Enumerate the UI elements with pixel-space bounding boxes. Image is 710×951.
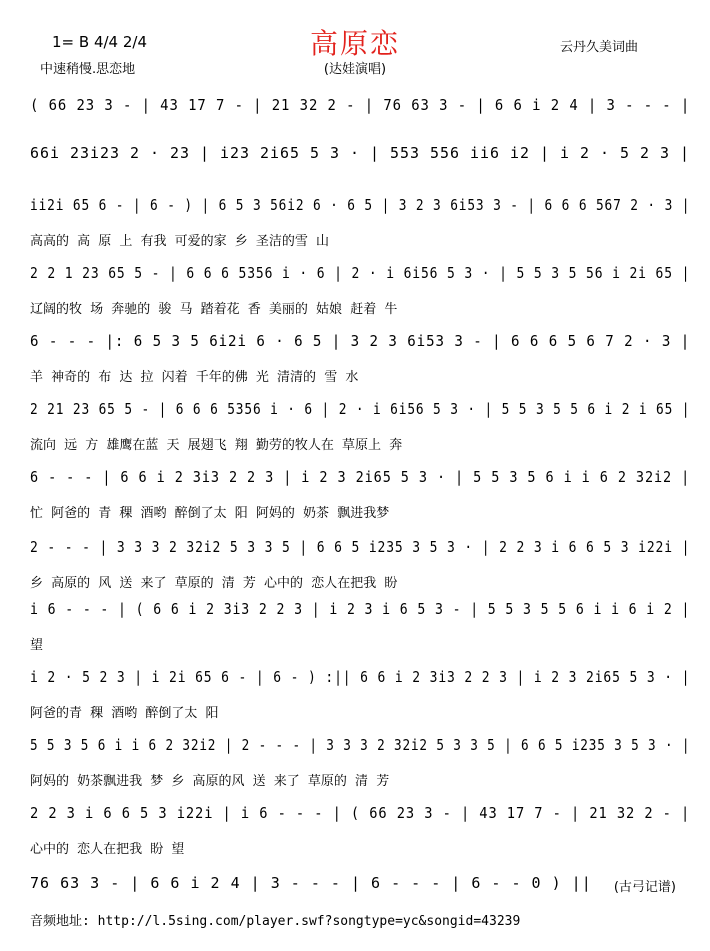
- lyric-line: 乡 高原的 风 送 来了 草原的 清 芳 心中的 恋人在把我 盼: [30, 576, 398, 591]
- lyric-line: 辽阔的牧 场 奔驰的 骏 马 踏着花 香 美丽的 姑娘 赶着 牛: [30, 302, 398, 317]
- notation-line: i 6 - - - | ( 6 6 i 2 3i3 2 2 3 | i 2 3 i 6 5 3 - | 5 5 3 5 5 6 i i 6 i 2 |: [30, 600, 691, 618]
- singer-credit: (达娃演唱): [323, 62, 387, 77]
- notation-line: 5 5 3 5 6 i i 6 2 32i2 | 2 - - - | 3 3 3 2 32i2 5 3 3 5 | 6 6 5 i235 3 5 3 · |: [30, 736, 691, 754]
- lyric-line: 心中的 恋人在把我 盼 望: [30, 842, 185, 857]
- notation-line: 2 2 3 i 6 6 5 3 i22i | i 6 - - - | ( 66 23 3 - | 43 17 7 - | 21 32 2 - |: [30, 804, 691, 822]
- transcriber-credit: (古弓记谱): [613, 880, 676, 895]
- lyricist-composer-credit: 云丹久美词曲: [560, 40, 639, 55]
- lyric-line: 望: [30, 638, 44, 653]
- notation-line: 2 21 23 65 5 - | 6 6 6 5356 i · 6 | 2 · i 6i56 5 3 · | 5 5 3 5 5 6 i 2 i 65 |: [30, 400, 691, 418]
- key-signature: 1= B 4/4 2/4: [52, 33, 147, 51]
- notation-line: 6 - - - |: 6 5 3 5 6i2i 6 · 6 5 | 3 2 3 6i53 3 - | 6 6 6 5 6 7 2 · 3 |: [30, 332, 691, 350]
- audio-url[interactable]: 音频地址: http://l.5sing.com/player.swf?songtype=yc&songid=43239: [30, 914, 521, 929]
- lyric-line: 流向 远 方 雄鹰在蓝 天 展翅飞 翔 勤劳的牧人在 草原上 奔: [30, 438, 403, 453]
- notation-line: ( 66 23 3 - | 43 17 7 - | 21 32 2 - | 76 63 3 - | 6 6 i 2 4 | 3 - - - |: [30, 96, 691, 114]
- notation-line: 2 - - - | 3 3 3 2 32i2 5 3 3 5 | 6 6 5 i235 3 5 3 · | 2 2 3 i 6 6 5 3 i22i |: [30, 538, 691, 556]
- notation-line: 6 - - - | 6 6 i 2 3i3 2 2 3 | i 2 3 2i65 5 3 · | 5 5 3 5 6 i i 6 2 32i2 |: [30, 468, 691, 486]
- lyric-line: 羊 神奇的 布 达 拉 闪着 千年的佛 光 清清的 雪 水: [30, 370, 359, 385]
- notation-line: 66i 23i23 2 · 23 | i23 2i65 5 3 · | 553 556 ii6 i2 | i 2 · 5 2 3 |: [30, 144, 691, 162]
- lyric-line: 阿妈的 奶茶飘进我 梦 乡 高原的风 送 来了 草原的 清 芳: [30, 774, 390, 789]
- lyric-line: 忙 阿爸的 青 稞 酒哟 醉倒了太 阳 阿妈的 奶茶 飘进我梦: [30, 506, 390, 521]
- notation-line: 2 2 1 23 65 5 - | 6 6 6 5356 i · 6 | 2 · i 6i56 5 3 · | 5 5 3 5 56 i 2i 65 |: [30, 264, 691, 282]
- tempo-marking: 中速稍慢.思恋地: [40, 62, 136, 77]
- song-title: 高原恋: [309, 27, 400, 60]
- notation-line: 76 63 3 - | 6 6 i 2 4 | 3 - - - | 6 - - - | 6 - - 0 ) ||: [30, 874, 592, 892]
- lyric-line: 阿爸的青 稞 酒哟 醉倒了太 阳: [30, 706, 219, 721]
- lyric-line: 高高的 高 原 上 有我 可爱的家 乡 圣洁的雪 山: [30, 234, 330, 249]
- notation-line: ii2i 65 6 - | 6 - ) | 6 5 3 56i2 6 · 6 5 | 3 2 3 6i53 3 - | 6 6 6 567 2 · 3 |: [30, 196, 691, 214]
- notation-line: i 2 · 5 2 3 | i 2i 65 6 - | 6 - ) :|| 6 6 i 2 3i3 2 2 3 | i 2 3 2i65 5 3 · |: [30, 668, 691, 686]
